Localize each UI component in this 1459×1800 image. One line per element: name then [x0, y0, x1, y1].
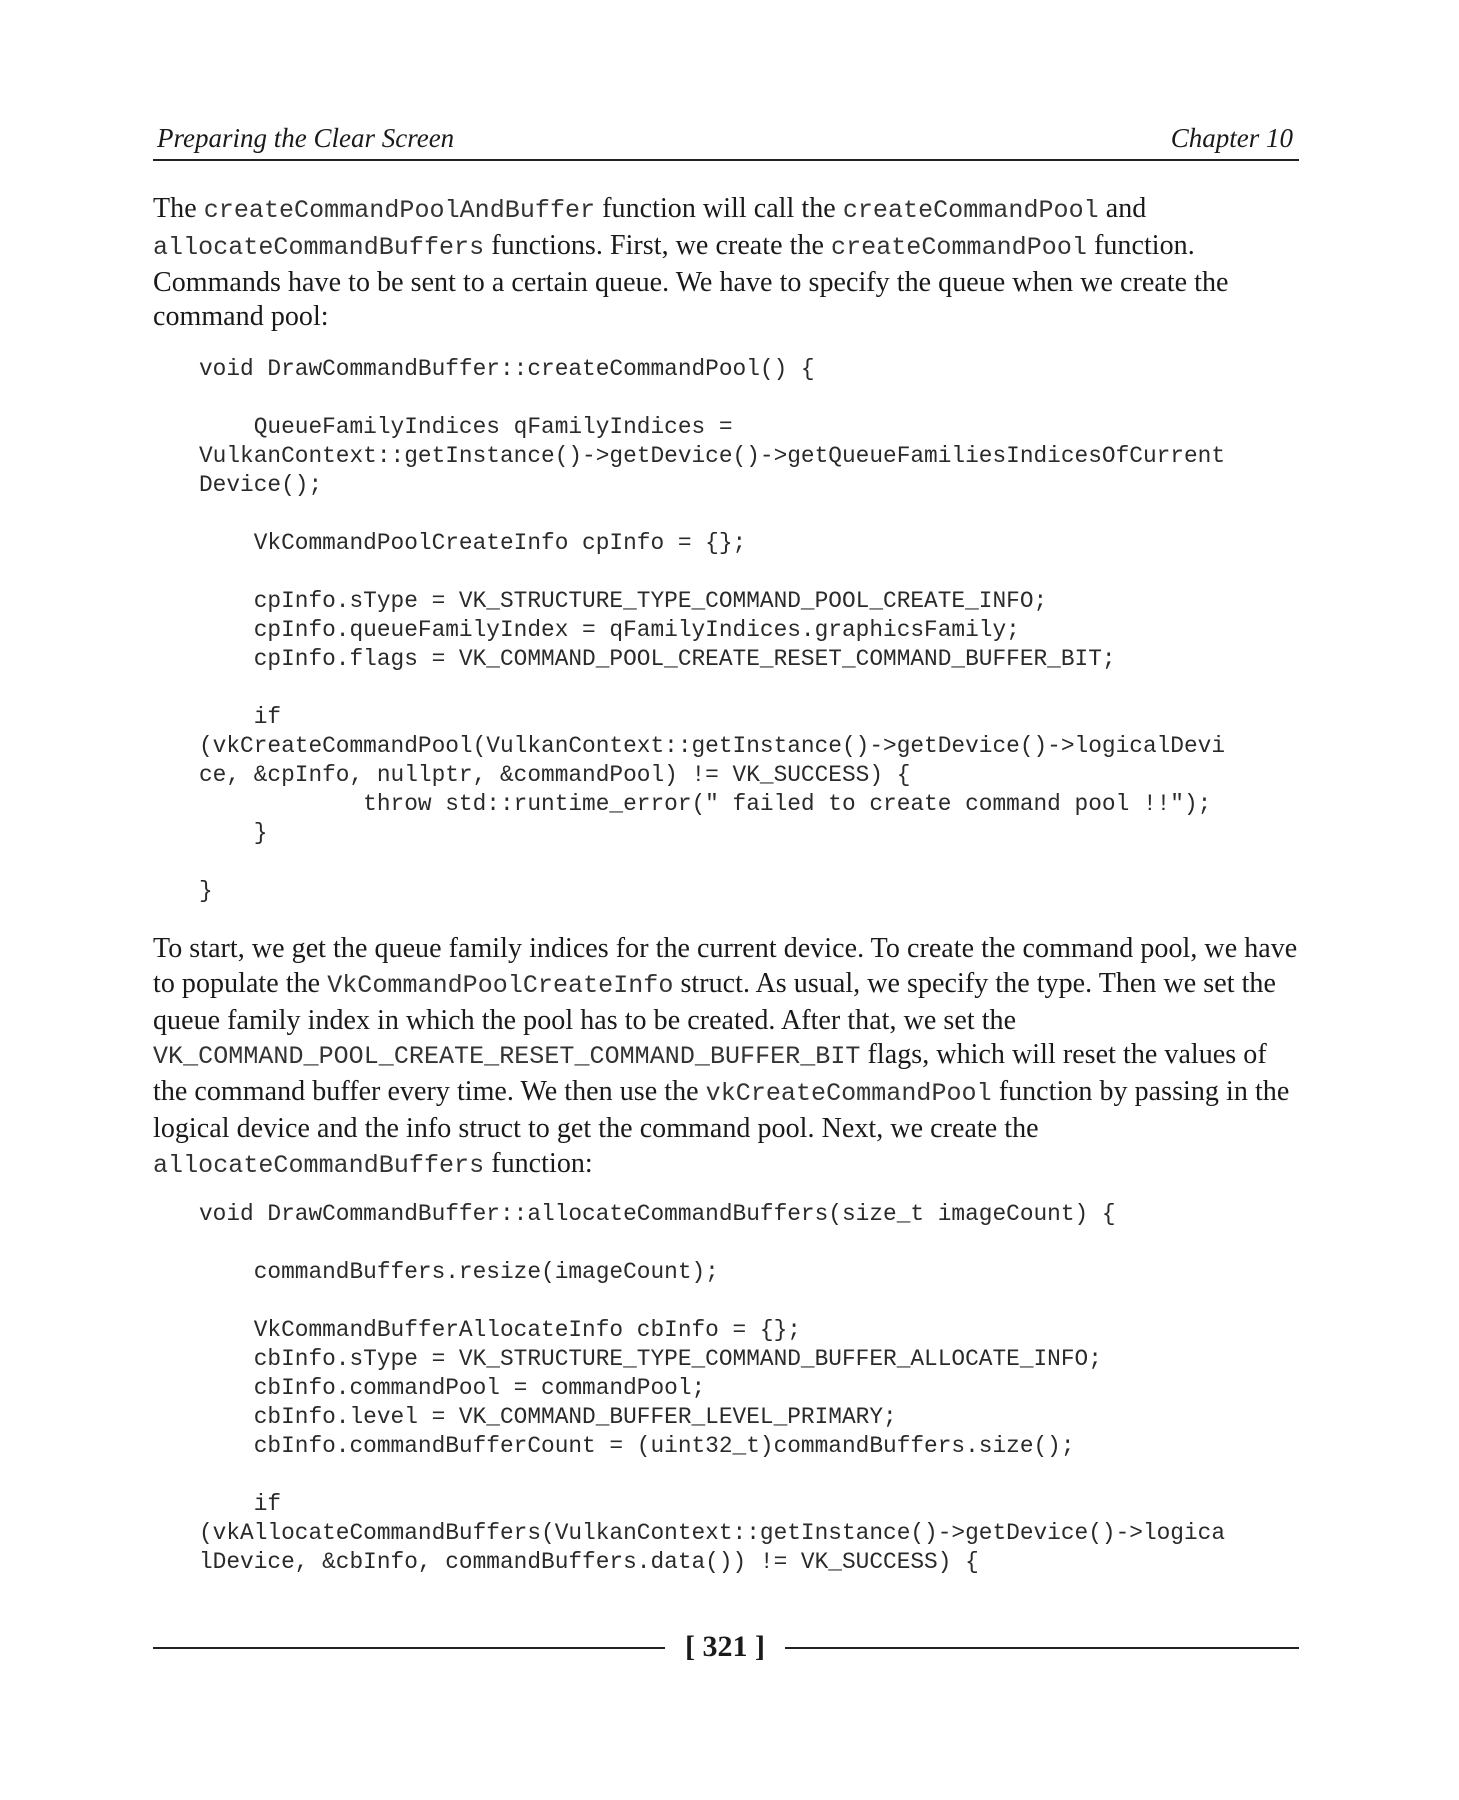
- inline-code: allocateCommandBuffers: [153, 1150, 485, 1180]
- text-run: function:: [484, 1147, 593, 1179]
- text-run: and: [1098, 193, 1147, 224]
- page-number: [ 321 ]: [685, 1630, 765, 1663]
- chapter-label: Chapter 10: [1170, 123, 1293, 153]
- text-run: To start, we get the queue family indices for the current device. To create the command pool, we have to populate the: [153, 933, 1298, 999]
- page-footer: [153, 1627, 1299, 1667]
- inline-code: VkCommandPoolCreateInfo: [327, 970, 674, 1000]
- inline-code: createCommandPoolAndBuffer: [203, 196, 596, 225]
- footer-rule-right: [785, 1647, 1299, 1649]
- text-run: struct. As usual, we specify the type. Then we set the queue family index in which the pool has to be created. After that, we set the: [153, 967, 1276, 1036]
- inline-code: vkCreateCommandPool: [705, 1079, 992, 1109]
- text-run: The: [153, 193, 204, 224]
- inline-code: VK_COMMAND_POOL_CREATE_RESET_COMMAND_BUFFER_BIT: [153, 1042, 861, 1072]
- text-run: flags, which will reset the values of the command buffer every time. We then use the: [153, 1039, 1267, 1108]
- section-title: Preparing the Clear Screen: [157, 123, 455, 153]
- text-run: functions. First, we create the: [484, 229, 832, 261]
- text-run: function will call the: [595, 193, 843, 224]
- running-header: [153, 121, 1299, 161]
- code-block-allocate-command-buffers: void DrawCommandBuffer::allocateCommandBuffers(size_t imageCount) { commandBuffers.resize(imageCount); VkCommandBufferAllocateInfo cbInfo = {}; cbInfo.sType = VK_STRUCTURE_TYPE_COMMAND_BUFFER_ALLOCATE_INFO; cbInfo.commandPool = commandPool; cbInfo.level = VK_COMMAND_BUFFER_LEVEL_PRIMARY; cbInfo.commandBufferCount = (uint32_t)commandBuffers.size(); if (vkAllocateCommandBuffers(VulkanContext::getInstance()->getDevice()->logica lDevice, &cbInfo, commandBuffers.data()) != VK_SUCCESS) {: [199, 1201, 1226, 1575]
- footer-rule-left: [153, 1647, 665, 1649]
- text-run: function by passing in the logical device and the info struct to get the command pool. Next, we create the: [153, 1076, 1290, 1144]
- book-page: [153, 0, 1299, 1800]
- intro-paragraph: [153, 192, 1299, 335]
- inline-code: createCommandPool: [842, 196, 1099, 225]
- explanation-paragraph: [153, 932, 1299, 1184]
- inline-code: createCommandPool: [831, 232, 1087, 262]
- text-run: function. Commands have to be sent to a certain queue. We have to specify the queue when we create the command pool:: [153, 229, 1229, 333]
- code-block-create-command-pool: void DrawCommandBuffer::createCommandPool() { QueueFamilyIndices qFamilyIndices = VulkanContext::getInstance()->getDevice()->getQueueFamiliesIndicesOfCurrent Device(); VkCommandPoolCreateInfo cpInfo = {}; cpInfo.sType = VK_STRUCTURE_TYPE_COMMAND_POOL_CREATE_INFO; cpInfo.queueFamilyIndex = qFamilyIndices.graphicsFamily; cpInfo.flags = VK_COMMAND_POOL_CREATE_RESET_COMMAND_BUFFER_BIT; if (vkCreateCommandPool(VulkanContext::getInstance()->getDevice()->logicalDevi ce, &cpInfo, nullptr, &commandPool) != VK_SUCCESS) { throw std::runtime_error(" failed to create command pool !!"); } }: [199, 356, 1226, 904]
- inline-code: allocateCommandBuffers: [153, 232, 485, 262]
